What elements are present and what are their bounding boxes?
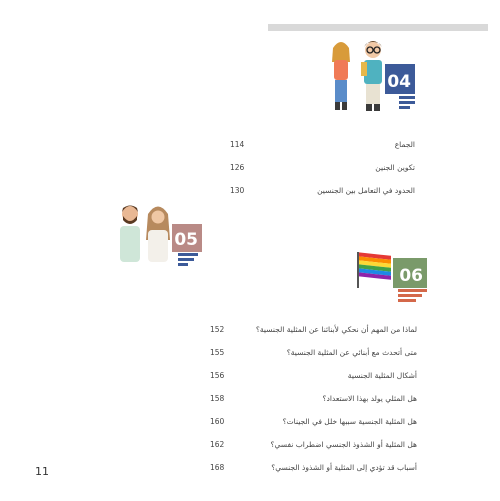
toc-item-page: 156 xyxy=(210,371,225,380)
toc-item[interactable] xyxy=(210,417,417,440)
toc-item[interactable] xyxy=(210,394,417,417)
top-divider xyxy=(268,24,488,31)
toc-item-page: 158 xyxy=(210,394,225,403)
toc-item-page: 162 xyxy=(210,440,225,449)
rainbow-flag-icon xyxy=(355,250,395,290)
toc-item-page: 130 xyxy=(230,186,245,195)
toc-item-page: 126 xyxy=(230,163,245,172)
section-number-box xyxy=(172,224,202,252)
toc-item[interactable] xyxy=(210,348,417,371)
section-number-box xyxy=(393,258,427,288)
section-number: 05 xyxy=(174,230,198,250)
toc-item-label: هل المثلية أو الشذوذ الجنسي اضطراب نفسي؟ xyxy=(270,440,417,449)
toc-item-label: أشكال المثلية الجنسية xyxy=(347,371,417,380)
toc-item[interactable] xyxy=(230,186,415,209)
decorative-bars xyxy=(178,253,202,266)
toc-item[interactable] xyxy=(230,163,415,186)
section-number: 06 xyxy=(399,266,423,286)
section-number-box xyxy=(385,64,415,94)
section-04-toc xyxy=(230,140,415,209)
toc-item[interactable] xyxy=(210,371,417,394)
toc-item[interactable] xyxy=(210,463,417,486)
section-number: 04 xyxy=(387,72,411,92)
toc-item-label: الجماع xyxy=(394,140,415,149)
toc-item-page: 114 xyxy=(230,140,245,149)
toc-item-label: متى أتحدث مع أبنائي عن المثلية الجنسية؟ xyxy=(286,348,417,357)
section-06-toc xyxy=(210,325,417,486)
toc-item[interactable] xyxy=(210,440,417,463)
toc-item[interactable] xyxy=(230,140,415,163)
toc-item-page: 155 xyxy=(210,348,225,357)
decorative-bars xyxy=(398,289,427,302)
page-number: 11 xyxy=(35,465,49,478)
toc-item-label: الحدود في التعامل بين الجنسين xyxy=(317,186,415,195)
toc-item[interactable] xyxy=(210,325,417,348)
toc-item-label: هل المثلي يولد بهذا الاستعداد؟ xyxy=(322,394,417,403)
toc-item-page: 152 xyxy=(210,325,225,334)
toc-item-page: 160 xyxy=(210,417,225,426)
toc-item-label: لماذا من المهم أن نحكي لأبنائنا عن المثلية الجنسية؟ xyxy=(255,325,417,334)
toc-item-label: هل المثلية الجنسية سببها خلل في الجينات؟ xyxy=(282,417,417,426)
decorative-bars xyxy=(399,96,415,109)
toc-item-label: أسباب قد تؤدي إلى المثلية أو الشذوذ الجنسي؟ xyxy=(271,463,417,472)
toc-item-label: تكوين الجنين xyxy=(375,163,415,172)
toc-item-page: 168 xyxy=(210,463,225,472)
